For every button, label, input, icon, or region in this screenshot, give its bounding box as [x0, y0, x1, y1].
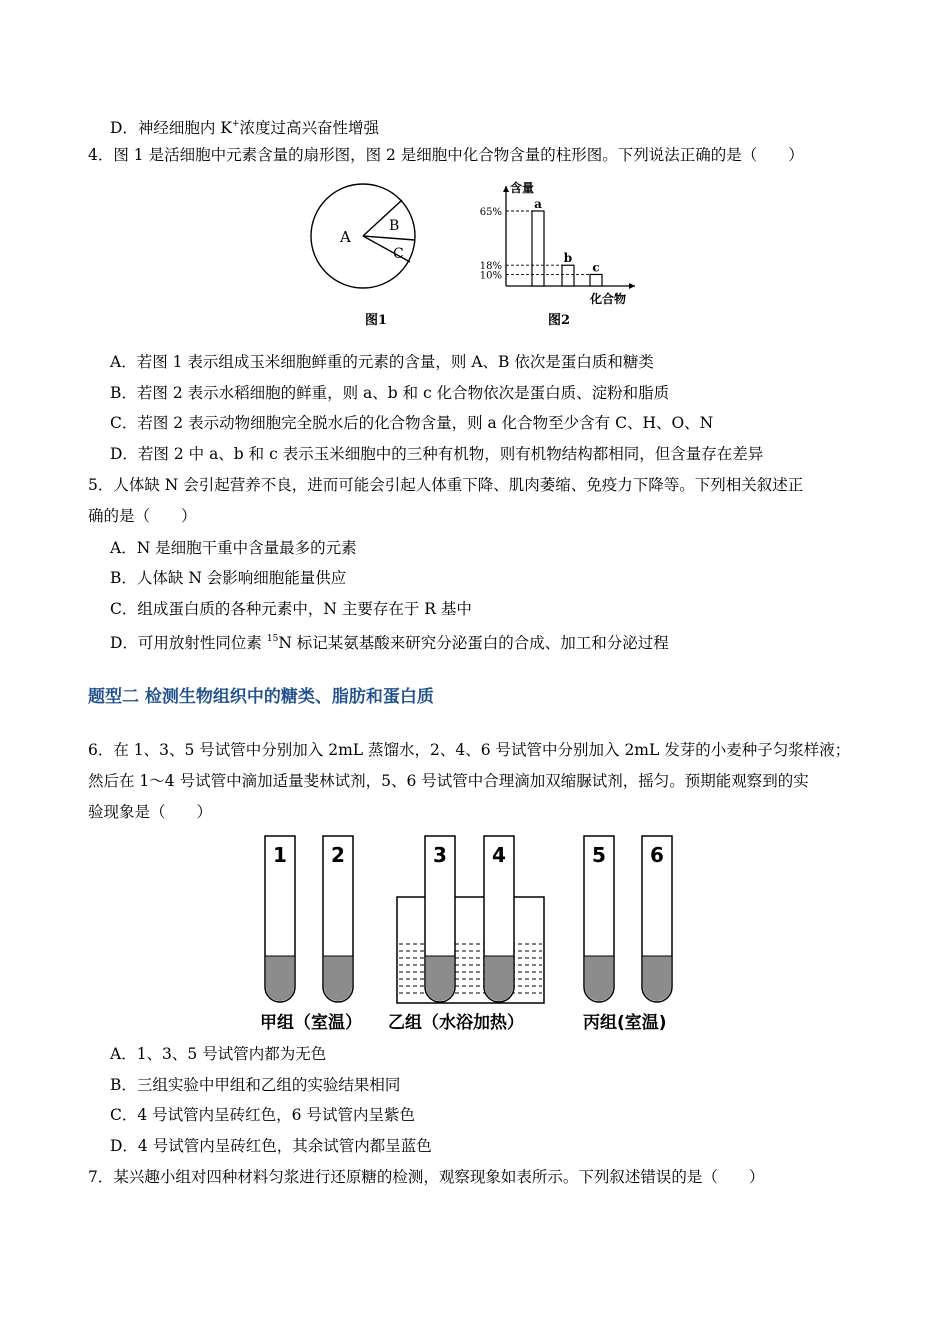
- test-tube-3: [425, 836, 455, 1002]
- q6-option-b: B．三组实验中甲组和乙组的实验结果相同: [110, 1076, 401, 1094]
- tube-liquid: [643, 956, 671, 1001]
- fig2-tick-label: 10%: [479, 270, 502, 282]
- tube-liquid: [485, 956, 513, 1001]
- q4-option-c: C．若图 2 表示动物细胞完全脱水后的化合物含量，则 a 化合物至少含有 C、H、O、N: [110, 414, 714, 432]
- fig2-bar-label-b: b: [563, 251, 573, 266]
- q4-option-b: B．若图 2 表示水稻细胞的鲜重，则 a、b 和 c 化合物依次是蛋白质、淀粉和脂质: [110, 384, 670, 402]
- q6-stem-line2: 然后在 1～4 号试管中滴加适量斐林试剂，5、6 号试管中合理滴加双缩脲试剂，摇匀。预期能观察到的实: [88, 772, 809, 790]
- fig2-bar-label-c: c: [592, 260, 600, 275]
- tube-liquid: [426, 956, 454, 1001]
- q5-stem-line2: 确的是（ ）: [88, 507, 197, 525]
- fig1-caption: 图1: [365, 313, 388, 328]
- q4-option-d: D．若图 2 中 a、b 和 c 表示玉米细胞中的三种有机物，则有机物结构都相同，但含量存在差异: [110, 445, 764, 463]
- fig2-bar-label-a: a: [534, 197, 542, 211]
- q5-option-a: A．N 是细胞干重中含量最多的元素: [110, 539, 357, 557]
- test-tube-1: [265, 836, 295, 1002]
- q4-stem: 4．图 1 是活细胞中元素含量的扇形图，图 2 是细胞中化合物含量的柱形图。下列说法正确的是（ ）: [88, 146, 804, 164]
- test-tube-5: [584, 836, 614, 1002]
- q5-option-d: D．可用放射性同位素 $^{15}$N 标记某氨基酸来研究分泌蛋白的合成、加工和分泌过程: [110, 634, 669, 652]
- tube-number: 2: [331, 843, 345, 867]
- group-label-bing: 丙组(室温): [583, 1013, 667, 1033]
- tube-liquid: [324, 956, 352, 1001]
- group-label-jia: 甲组（室温）: [260, 1013, 362, 1033]
- q6-option-c: C．4 号试管内呈砖红色，6 号试管内呈紫色: [110, 1106, 415, 1124]
- test-tube-6: [642, 836, 672, 1002]
- fig1-pie-diagram: [300, 182, 430, 332]
- fig2-bar-chart: [470, 176, 650, 332]
- q5-option-b: B．人体缺 N 会影响细胞能量供应: [110, 569, 347, 587]
- fig2-caption: 图2: [548, 313, 571, 328]
- tube-liquid: [266, 956, 294, 1001]
- fig2-tick-label: 18%: [479, 261, 502, 273]
- fig2-tick-label: 65%: [479, 207, 502, 218]
- tube-number: 5: [592, 843, 606, 867]
- fig2-bar-b: [562, 265, 574, 286]
- tube-number: 1: [273, 843, 287, 867]
- q6-option-a: A．1、3、5 号试管内都为无色: [110, 1045, 327, 1063]
- fig2-x-label: 化合物: [590, 292, 627, 306]
- q6-stem-line3: 验现象是（ ）: [88, 803, 213, 821]
- q3-option-d: D．神经细胞内 K+浓度过高兴奋性增强: [110, 119, 379, 137]
- group-label-yi: 乙组（水浴加热）: [388, 1013, 524, 1033]
- q5-stem-line1: 5．人体缺 N 会引起营养不良，进而可能会引起人体重下降、肌肉萎缩、免疫力下降等。下列相关叙述正: [88, 476, 804, 494]
- test-tube-4: [484, 836, 514, 1002]
- tube-number: 3: [433, 843, 447, 867]
- fig1-label-a: A: [340, 228, 351, 246]
- test-tube-diagram: [250, 832, 700, 1040]
- fig2-x-arrow: [629, 283, 635, 289]
- fig2-bar-c: [590, 274, 602, 286]
- fig2-y-arrow: [503, 186, 509, 192]
- tube-number: 4: [492, 843, 506, 867]
- q7-stem: 7．某兴趣小组对四种材料匀浆进行还原糖的检测，观察现象如表所示。下列叙述错误的是（ ）: [88, 1168, 765, 1186]
- fig1-label-b: B: [389, 218, 400, 234]
- q5-option-c: C．组成蛋白质的各种元素中，N 主要存在于 R 基中: [110, 600, 472, 618]
- q4-option-a: A．若图 1 表示组成玉米细胞鲜重的元素的含量，则 A、B 依次是蛋白质和糖类: [110, 353, 654, 371]
- fig1-label-c: C: [393, 246, 404, 262]
- water-bath: [397, 897, 544, 1003]
- q6-option-d: D．4 号试管内呈砖红色，其余试管内都呈蓝色: [110, 1137, 432, 1155]
- tube-number: 6: [650, 843, 664, 867]
- fig2-y-label: 含量: [510, 181, 535, 195]
- section-heading: 题型二 检测生物组织中的糖类、脂肪和蛋白质: [88, 687, 434, 707]
- q6-stem-line1: 6．在 1、3、5 号试管中分别加入 2mL 蒸馏水，2、4、6 号试管中分别加入 2mL 发芽的小麦种子匀浆样液；: [88, 741, 851, 759]
- tube-liquid: [585, 956, 613, 1001]
- test-tube-2: [323, 836, 353, 1002]
